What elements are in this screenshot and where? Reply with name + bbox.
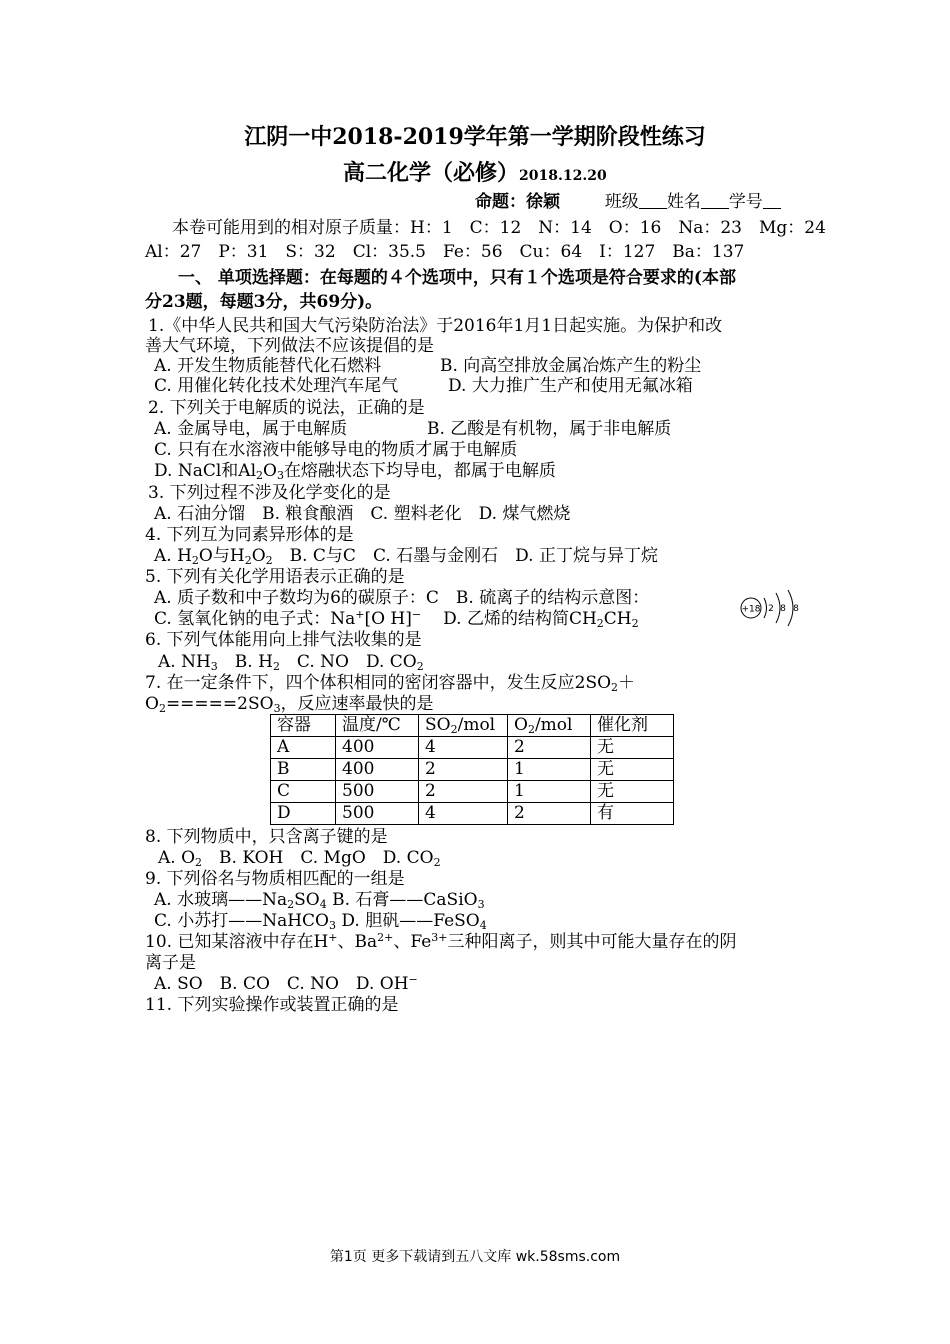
author: 命题：徐颖 (475, 192, 560, 212)
table-row (271, 781, 674, 803)
subject: 高二化学（必修） (343, 160, 520, 186)
q5-options-ab: A. 质子数和中子数均为6的碳原子：C B. 硫离子的结构示意图： (154, 588, 650, 608)
q9-c: C. 小苏打——NaHCO (154, 911, 329, 931)
q5-options-cd: C. 氢氧化钠的电子式：Na+[O H]− D. 乙烯的结构简$CH_2CH_2$ (154, 608, 639, 630)
header-cell: 容器 (271, 715, 336, 737)
sulfide-ion-structure-diagram (736, 588, 808, 628)
masses-line-2: Al：27 P：31 S：32 Cl：35.5 Fe：56 Cu：64 I：127 Ba：137 (145, 242, 745, 262)
nucleus-charge: +18 (741, 604, 761, 615)
q9-a-2: SO (294, 890, 320, 910)
table-cell: A (271, 737, 336, 759)
q9-b: B. 石膏——CaSiO (326, 890, 478, 910)
q4-a-text-3: O (251, 546, 266, 566)
masses-line-1: 本卷可能用到的相对原子质量：H：1 C：12 N：14 O：16 Na：23 Mg：24 (172, 218, 826, 238)
table-cell: B (271, 759, 336, 781)
table-row (271, 803, 674, 825)
shell-electrons-1: 2 (768, 604, 774, 614)
q7-stem-2: $O_2=====2SO_3$，反应速率最快的是 (145, 694, 434, 715)
table-cell: 1 (508, 781, 591, 803)
q9-stem: 9. 下列俗名与物质相匹配的一组是 (145, 869, 405, 889)
q2-option-a: A. 金属导电，属于电解质 (154, 419, 348, 439)
table-cell: 400 (336, 759, 419, 781)
table-cell: C (271, 781, 336, 803)
o2-label: O (514, 715, 528, 735)
q5-d-text-2: CH (603, 609, 632, 629)
shell-electrons-2: 8 (780, 604, 786, 614)
table-cell: 有 (591, 803, 674, 825)
table-cell: 无 (591, 759, 674, 781)
section-heading-2: 分23题，每题3分，共69分)。 (145, 292, 383, 312)
q5-c-text-2: [O H] (364, 609, 412, 629)
name-label: 姓名 (666, 192, 701, 212)
table-cell: 4 (419, 803, 508, 825)
q10-stem-2: 离子是 (145, 953, 196, 973)
q7-table (270, 714, 674, 825)
q10-options: A. SO B. CO C. NO D. OH− (154, 973, 418, 994)
class-label: 班级 (604, 192, 639, 212)
table-cell: 4 (419, 737, 508, 759)
q10-stem-1: 10. 已知某溶液中存在H+、$Ba^{2+}$、$Fe^{3+}$三种阳离子，则其中可能大量存在的阴 (145, 931, 737, 952)
unit-label: /mol (534, 715, 573, 735)
q2-option-b: B. 乙酸是有机物，属于非电解质 (427, 419, 672, 439)
q7-text: 7. 在一定条件下，四个体积相同的密闭容器中，发生反应2SO (145, 673, 612, 693)
table-cell: 2 (419, 759, 508, 781)
q10-text-c: 、Fe (393, 932, 432, 952)
q1-option-c: C. 用催化转化技术处理汽车尾气 (154, 376, 399, 396)
table-cell: 2 (508, 803, 591, 825)
q4-a-text: A. H (154, 546, 192, 566)
q1-stem-1: 1.《中华人民共和国大气污染防治法》于2016年1月1日起实施。为保护和改 (148, 316, 723, 336)
exam-subtitle (343, 160, 607, 189)
unit-label: /mol (457, 715, 496, 735)
q1-option-a: A. 开发生物质能替代化石燃料 (154, 356, 382, 376)
q1-stem-2: 善大气环境，下列做法不应该提倡的是 (145, 336, 434, 356)
q6-cd: C. NO D. CO (279, 652, 417, 672)
table-cell: 2 (419, 781, 508, 803)
section-heading-1: 一、 单项选择题：在每题的４个选项中，只有１个选项是符合要求的(本部 (178, 268, 736, 288)
shell-electrons-3: 8 (793, 604, 799, 614)
header-cell: 温度/℃ (336, 715, 419, 737)
name-field[interactable] (701, 192, 729, 209)
table-cell: 无 (591, 737, 674, 759)
header-cell: 催化剂 (591, 715, 674, 737)
class-field[interactable] (639, 192, 667, 209)
q7-o2: O (145, 694, 159, 714)
q7-product: =====2SO (165, 694, 274, 714)
q7-question: ，反应速率最快的是 (280, 694, 434, 714)
q2-d-text-2: 在熔融状态下均导电，都属于电解质 (283, 461, 556, 481)
q8-a: A. O (158, 848, 196, 868)
table-cell: D (271, 803, 336, 825)
q9-a: A. 水玻璃——Na (154, 890, 288, 910)
q3-options: A. 石油分馏 B. 粮食酿酒 C. 塑料老化 D. 煤气燃烧 (154, 504, 571, 524)
q5-c-text: C. 氢氧化钠的电子式：Na (154, 609, 356, 629)
exam-title: 江阴一中2018-2019学年第一学期阶段性练习 (244, 124, 706, 150)
q4-stem: 4. 下列互为同素异形体的是 (145, 525, 354, 545)
q10-text-d: 三种阳离子，则其中可能大量存在的阴 (447, 932, 737, 952)
table-row (271, 759, 674, 781)
q1-option-b: B. 向高空排放金属冶炼产生的粉尘 (440, 356, 702, 376)
header-cell: $O_2$/mol (508, 715, 591, 737)
q2-option-c: C. 只有在水溶液中能够导电的物质才属于电解质 (154, 440, 518, 460)
q10-text-b: 、Ba (337, 932, 378, 952)
author-line (475, 192, 781, 212)
q7-stem-1: 7. 在一定条件下，四个体积相同的密闭容器中，发生反应$2SO_2+$ (145, 673, 636, 694)
table-cell: 500 (336, 803, 419, 825)
q6-b: B. H (217, 652, 273, 672)
q9-options-cd: C. 小苏打——NaHCO$_3$ D. 胆矾——FeSO$_4$ (154, 911, 487, 932)
q5-d-text: D. 乙烯的结构简CH (443, 609, 597, 629)
q6-options: A. $NH_3$ B. $H_2$ C. NO D. $CO_2$ (158, 652, 424, 673)
q3-stem: 3. 下列过程不涉及化学变化的是 (148, 483, 391, 503)
q8-options: A. $O_2$ B. KOH C. MgO D. $CO_2$ (158, 848, 441, 869)
q7-plus: ＋ (618, 673, 636, 693)
shell-arc-1 (764, 598, 767, 618)
table-cell: 无 (591, 781, 674, 803)
q10-options-text: A. SO B. CO C. NO D. OH (154, 974, 409, 994)
q2-stem: 2. 下列关于电解质的说法，正确的是 (148, 398, 425, 418)
so2-label: SO (425, 715, 451, 735)
table-header-row (271, 715, 674, 737)
q2-d-text: D. NaCl和Al (154, 461, 256, 481)
q4-rest: B. C与C C. 石墨与金刚石 D. 正丁烷与异丁烷 (272, 546, 658, 566)
q8-stem: 8. 下列物质中，只含离子键的是 (145, 827, 388, 847)
q1-option-d: D. 大力推广生产和使用无氟冰箱 (448, 376, 693, 396)
q8-bcd: B. KOH C. MgO D. CO (202, 848, 434, 868)
q6-a: A. NH (158, 652, 211, 672)
page-footer: 第1页 更多下载请到五八文库 wk.58sms.com (329, 1249, 621, 1265)
q11-stem: 11. 下列实验操作或装置正确的是 (145, 995, 399, 1015)
table-cell: 1 (508, 759, 591, 781)
table-row (271, 737, 674, 759)
q4-options: A. $H_2O$与$H_2O_2$ B. C与C C. 石墨与金刚石 D. 正丁烷与异丁烷 (154, 546, 658, 567)
q9-d: D. 胆矾——FeSO (336, 911, 480, 931)
q2-option-d: D. NaCl和$Al_2O_3$在熔融状态下均导电，都属于电解质 (154, 461, 556, 482)
q10-text-a: 10. 已知某溶液中存在H (145, 932, 329, 952)
q6-stem: 6. 下列气体能用向上排气法收集的是 (145, 630, 422, 650)
q9-options-ab: A. 水玻璃$——Na_2SO_4$ B. 石膏——CaSiO$_3$ (154, 890, 485, 911)
q4-a-text-2: O与H (198, 546, 245, 566)
exam-date: 2018.12.20 (519, 168, 607, 184)
number-label: 学号 (728, 192, 763, 212)
table-cell: 500 (336, 781, 419, 803)
number-field[interactable] (763, 192, 781, 209)
table-cell: 2 (508, 737, 591, 759)
table-cell: 400 (336, 737, 419, 759)
header-cell: $SO_2$/mol (419, 715, 508, 737)
q5-stem: 5. 下列有关化学用语表示正确的是 (145, 567, 405, 587)
